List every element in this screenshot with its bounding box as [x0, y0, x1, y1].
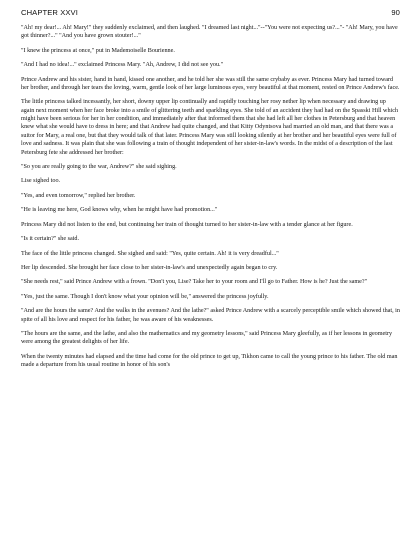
body-text: [21, 24, 400, 370]
paragraph: "So you are really going to the war, Andrew?" she said sighing.: [21, 163, 177, 170]
paragraph: "Yes, just the same. Though I don't know what your opinion will be," answered the princess joyfully.: [21, 293, 269, 300]
paragraph: The face of the little princess changed. She sighed and said: "Yes, quite certain. Ah! it is very dreadful...": [21, 250, 279, 257]
paragraph: When the twenty minutes had elapsed and the time had come for the old prince to get up, Tikhon came to call the young prince to his father. The old man made a departure from his usual routine in honor of his son's: [21, 353, 398, 369]
paragraph: Her lip descended. She brought her face close to her sister-in-law's and unexpectedly again began to cry.: [21, 265, 278, 271]
paragraph: "She needs rest," said Prince Andrew with a frown. "Don't you, Lise? Take her to your room and I'll go to Father. How is he? Just the same?": [21, 279, 368, 286]
paragraph: Lise sighed too.: [21, 178, 61, 185]
chapter-title: CHAPTER XXVI: [21, 8, 78, 17]
paragraph: "And are the hours the same? And the walks in the avenues? And the lathe?" asked Prince Andrew with a scarcely perceptible smile which showed that, in spite of all his love and respect for his father, he was aware of his weaknesses.: [21, 308, 400, 323]
paragraph: "Ah! my dear!... Ah! Mary!" they suddenly exclaimed, and then laughed. "I dreamed last night..."--"You were not expecting us?..."- "Ah! Mary, you have got thinner?..." "And you have grown stouter!...": [21, 25, 398, 40]
paragraph: "Is it certain?" she said.: [21, 236, 80, 243]
paragraph: "And I had no idea!..." exclaimed Princess Mary. "Ah, Andrew, I did not see you.": [21, 62, 224, 69]
page-number: 90: [391, 8, 400, 17]
paragraph: "The hours are the same, and the lathe, and also the mathematics and my geometry lessons," said Princess Mary gleefully, as if her lessons in geometry were among the greatest delights of her life.: [21, 331, 393, 346]
paragraph: "Yes, and even tomorrow," replied her brother.: [21, 192, 136, 199]
page-header: [21, 8, 400, 17]
paragraph: "I knew the princess at once," put in Mademoiselle Bourienne.: [21, 47, 175, 54]
paragraph: "He is leaving me here, God knows why, when he might have had promotion...": [21, 207, 218, 214]
paragraph: Princess Mary did not listen to the end, but continuing her train of thought turned to her sister-in-law with a tender glance at her figure.: [21, 221, 353, 228]
paragraph: Prince Andrew and his sister, hand in hand, kissed one another, and he told her she was still the same crybaby as ever. Princess Mary had turned toward her brother, and through her tears the loving, warm, gentle look of her large luminous eyes, very beautiful at that moment, rested on Prince Andrew's face.: [21, 76, 400, 91]
paragraph: The little princess talked incessantly, her short, downy upper lip continually and rapidly touching her rosy nether lip when necessary and drawing up again next moment when her face broke into a smile of glittering teeth and sparkling eyes. She told of an accident they had had on the Spasski Hill which might have been serious for her in her condition, and immediately after that informed them that she had left all her clothes in Petersburg and that heaven knew what she would have to dress in here; and that Andrew had quite changed, and that Kitty Odyntsova had married an old man, and that there was a suitor for Mary, a real one, but that they would talk of that later. Princess Mary was still looking silently at her brother and her beautiful eyes were full of love and sadness. It was plain that she was following a train of thought independent of her sister-in-law's words. In the midst of a description of the last Petersburg fete she addressed her brother:: [21, 99, 399, 156]
